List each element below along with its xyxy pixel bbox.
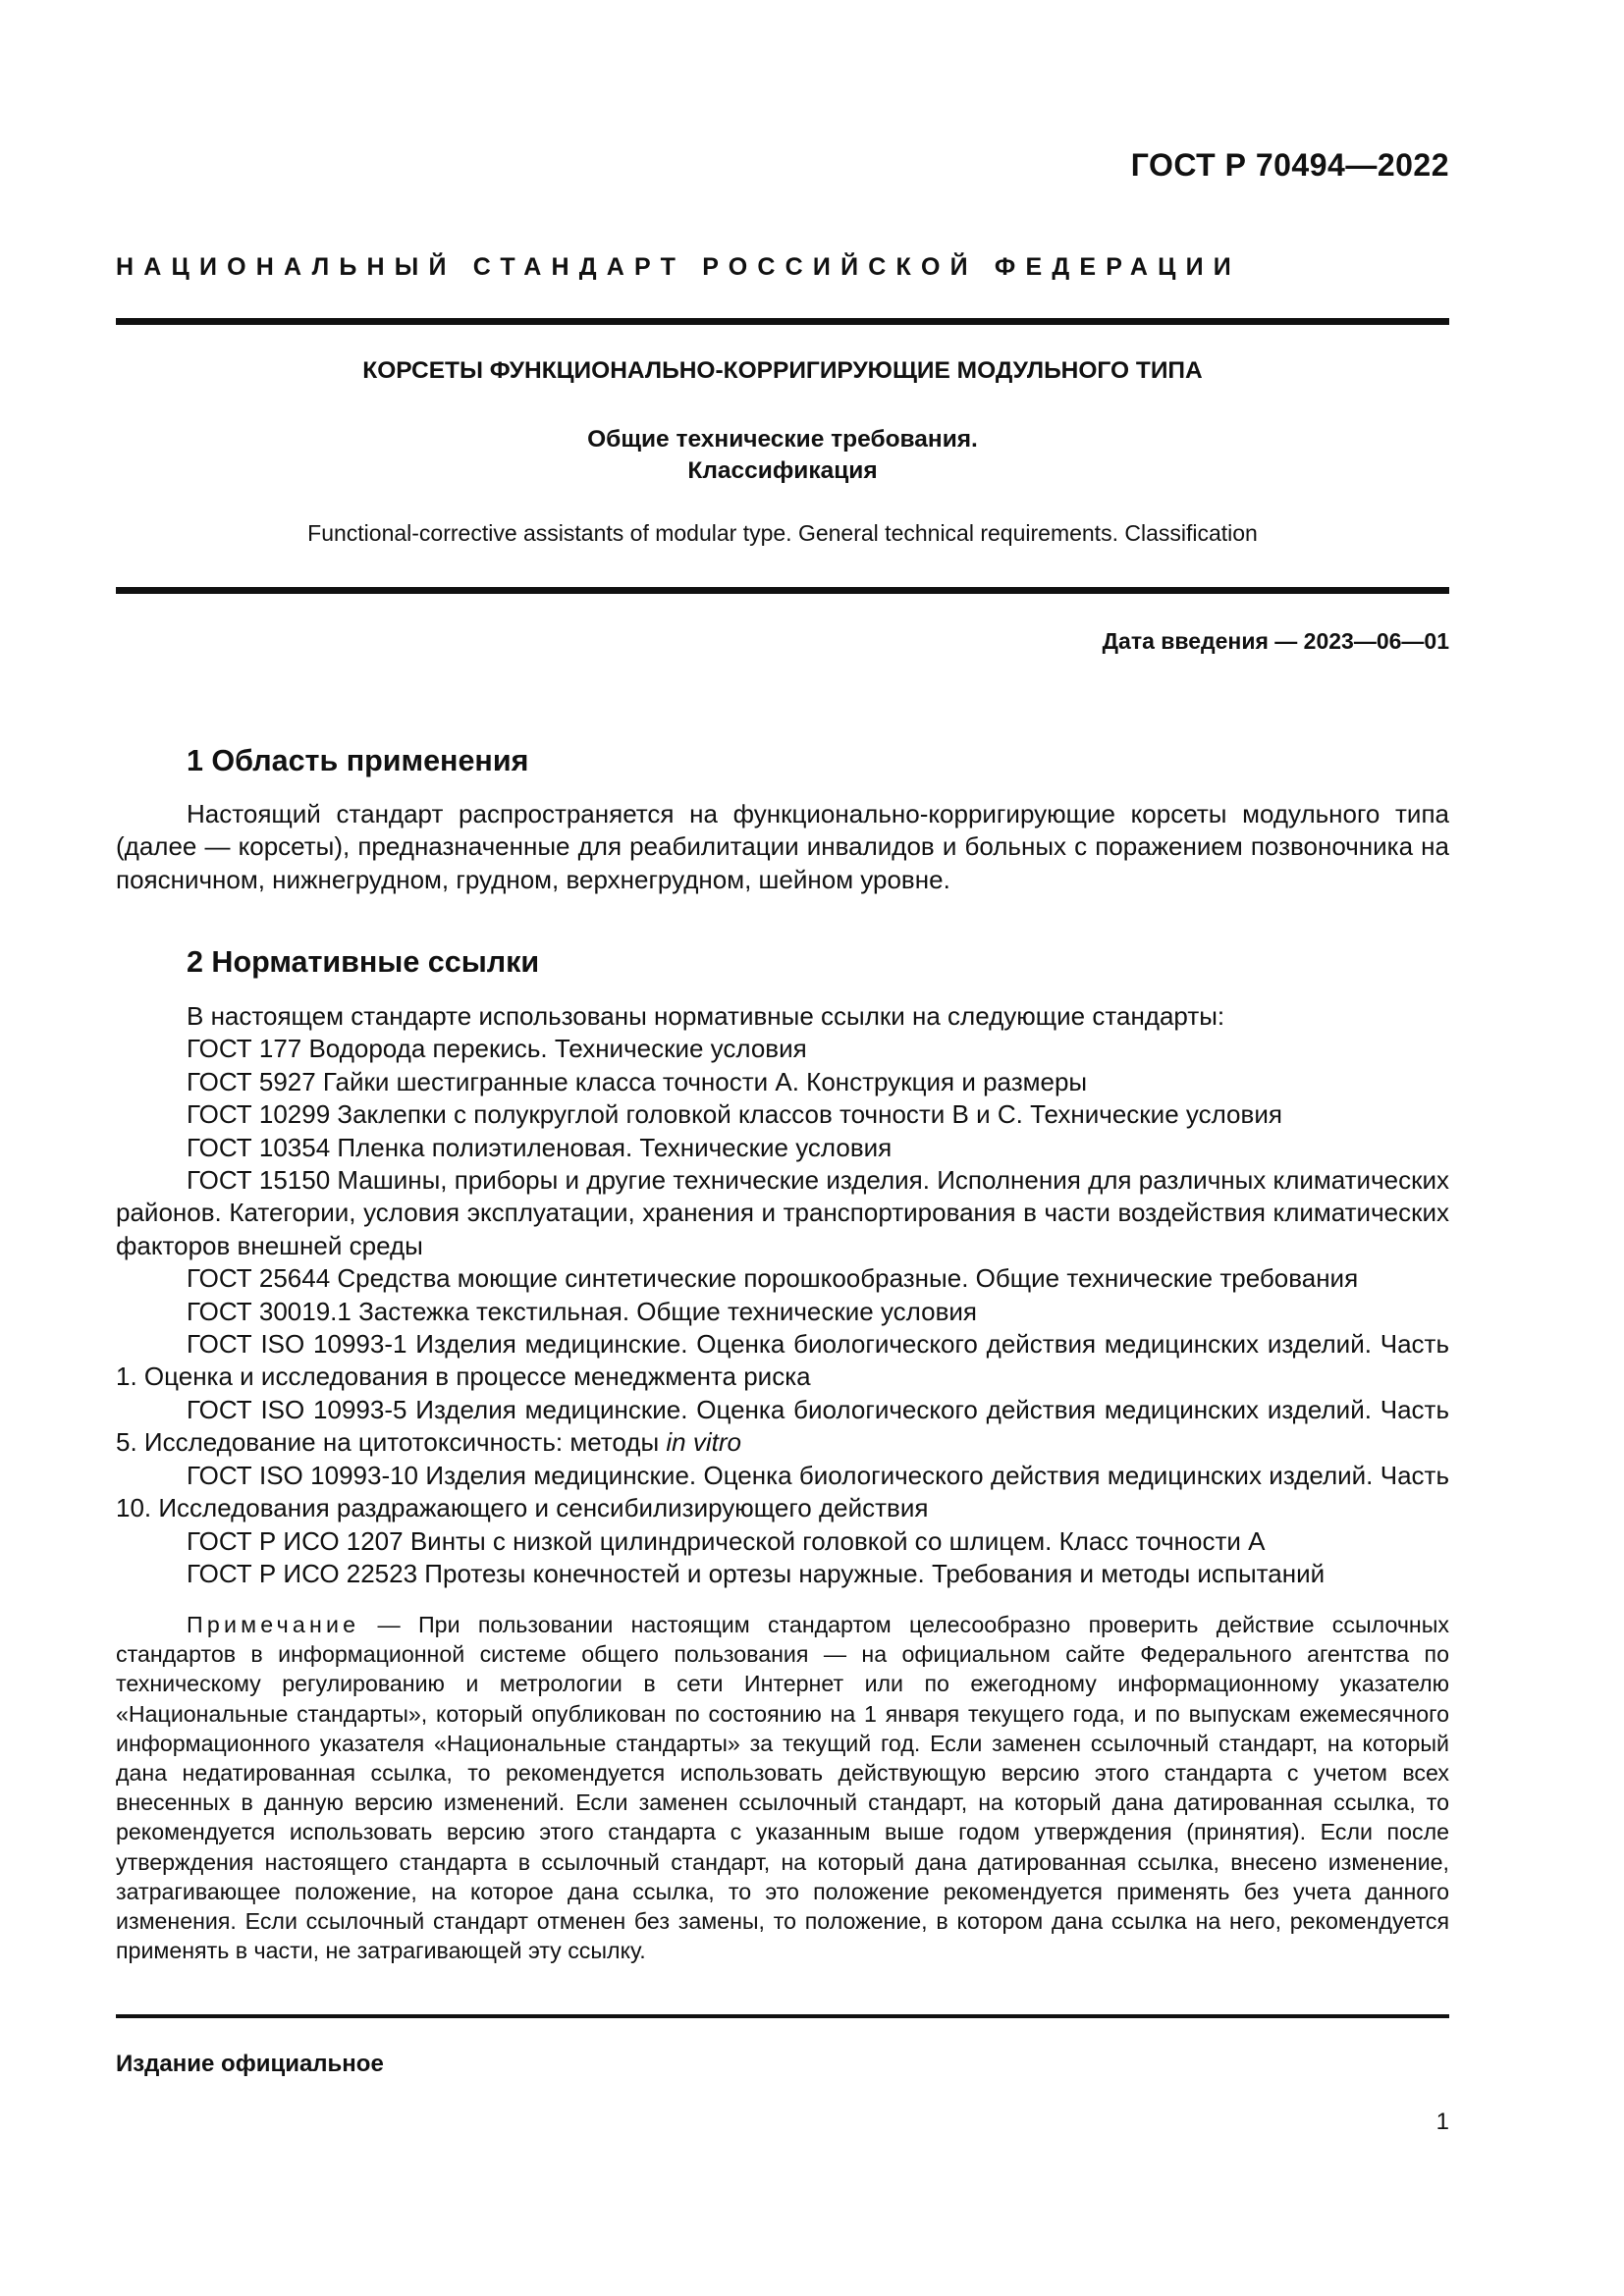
section-1-body — [116, 798, 1449, 896]
subtitle-line-1: Общие технические требования. — [587, 426, 978, 453]
official-edition-label: Издание официальное — [116, 2051, 384, 2077]
standard-code: ГОСТ Р 70494—2022 — [1130, 147, 1449, 183]
note-block — [116, 1610, 1449, 1965]
reference-item: ГОСТ Р ИСО 22523 Протезы конечностей и ортезы наружные. Требования и методы испытаний — [187, 1558, 1326, 1588]
reference-item: ГОСТ 25644 Средства моющие синтетические порошкообразные. Общие технические требования — [187, 1263, 1359, 1294]
subtitle-line-2: Классификация — [687, 457, 878, 484]
reference-text: ГОСТ ISO 10993-5 Изделия медицинские. Оценка биологического действия медицинских изделий. Часть 5. Исследование на цитотоксичность: методы — [116, 1394, 1449, 1458]
reference-item: ГОСТ 177 Водорода перекись. Технические условия — [187, 1034, 807, 1064]
section-2-body — [116, 1000, 1449, 1590]
footer-divider — [116, 2014, 1449, 2018]
scope-paragraph: Настоящий стандарт распространяется на функционально-корригирующие корсеты модульного типа (далее — корсеты), предназначенные для реабилитации инвалидов и больных с поражением позвоночника на поясничном, нижнегрудном, грудном, верхнегрудном, шейном уровне. — [116, 799, 1449, 894]
top-divider — [116, 318, 1449, 325]
reference-item: ГОСТ 10354 Пленка полиэтиленовая. Технические условия — [187, 1132, 893, 1162]
note-label: Примечание — [187, 1612, 360, 1637]
document-subtitle — [116, 424, 1449, 487]
english-title: Functional-corrective assistants of modular type. General technical requirements. Classification — [307, 520, 1258, 546]
reference-item: ГОСТ Р ИСО 1207 Винты с низкой цилиндрической головкой со шлицем. Класс точности А — [187, 1525, 1266, 1556]
section-2-heading: 2 Нормативные ссылки — [187, 945, 540, 979]
reference-item: ГОСТ 15150 Машины, приборы и другие технические изделия. Исполнения для различных климатических районов. Категории, условия эксплуатации, хранения и транспортирования в части воздействия климатических факторов внешней среды — [116, 1165, 1449, 1260]
reference-item-10993-5 — [116, 1394, 1449, 1460]
reference-item: ГОСТ ISO 10993-10 Изделия медицинские. Оценка биологического действия медицинских изделий. Часть 10. Исследования раздражающего и сенсибилизирующего действия — [116, 1460, 1449, 1523]
page-number: 1 — [1435, 2109, 1449, 2135]
reference-item: ГОСТ 30019.1 Застежка текстильная. Общие технические условия — [187, 1296, 978, 1326]
national-standard-banner: НАЦИОНАЛЬНЫЙ СТАНДАРТ РОССИЙСКОЙ ФЕДЕРАЦИИ — [116, 253, 1241, 281]
title-divider — [116, 587, 1449, 594]
reference-item: ГОСТ ISO 10993-1 Изделия медицинские. Оценка биологического действия медицинских изделий. Часть 1. Оценка и исследования в процессе менеджмента риска — [116, 1329, 1449, 1392]
reference-italic: in vitro — [666, 1427, 741, 1458]
document-title: КОРСЕТЫ ФУНКЦИОНАЛЬНО-КОРРИГИРУЮЩИЕ МОДУЛЬНОГО ТИПА — [362, 357, 1203, 384]
references-intro: В настоящем стандарте использованы нормативные ссылки на следующие стандарты: — [187, 1001, 1225, 1031]
reference-item: ГОСТ 10299 Заклепки с полукруглой головкой классов точности В и С. Технические условия — [187, 1099, 1282, 1130]
reference-item: ГОСТ 5927 Гайки шестигранные класса точности А. Конструкция и размеры — [187, 1066, 1088, 1096]
section-1-heading: 1 Область применения — [187, 744, 529, 777]
introduction-date: Дата введения — 2023—06—01 — [1102, 628, 1449, 654]
note-text: — При пользовании настоящим стандартом целесообразно проверить действие ссылочных стандартов в информационной системе общего пользования — на официальном сайте Федерального агентства по техническому регулированию и метрологии в сети Интернет или по ежегодному информационному указателю «Национальные стандарты», который опубликован по состоянию на 1 января текущего года, и по выпускам ежемесячного информационного указателя «Национальные стандарты» за текущий год. Если заменен ссылочный стандарт, на который дана недатированная ссылка, то рекомендуется использовать действующую версию этого стандарта с учетом всех внесенных в данную версию изменений. Если заменен ссылочный стандарт, на который дана датированная ссылка, то рекомендуется использовать версию этого стандарта с указанным выше годом утверждения (принятия). Если после утверждения настоящего стандарта в ссылочный стандарт, на который дана датированная ссылка, внесено изменение, затрагивающее положение, на которое дана ссылка, то это положение рекомендуется применять без учета данного изменения. Если ссылочный стандарт отменен без замены, то положение, в котором дана ссылка на него, рекомендуется применять в части, не затрагивающей эту ссылку. — [116, 1612, 1449, 1964]
